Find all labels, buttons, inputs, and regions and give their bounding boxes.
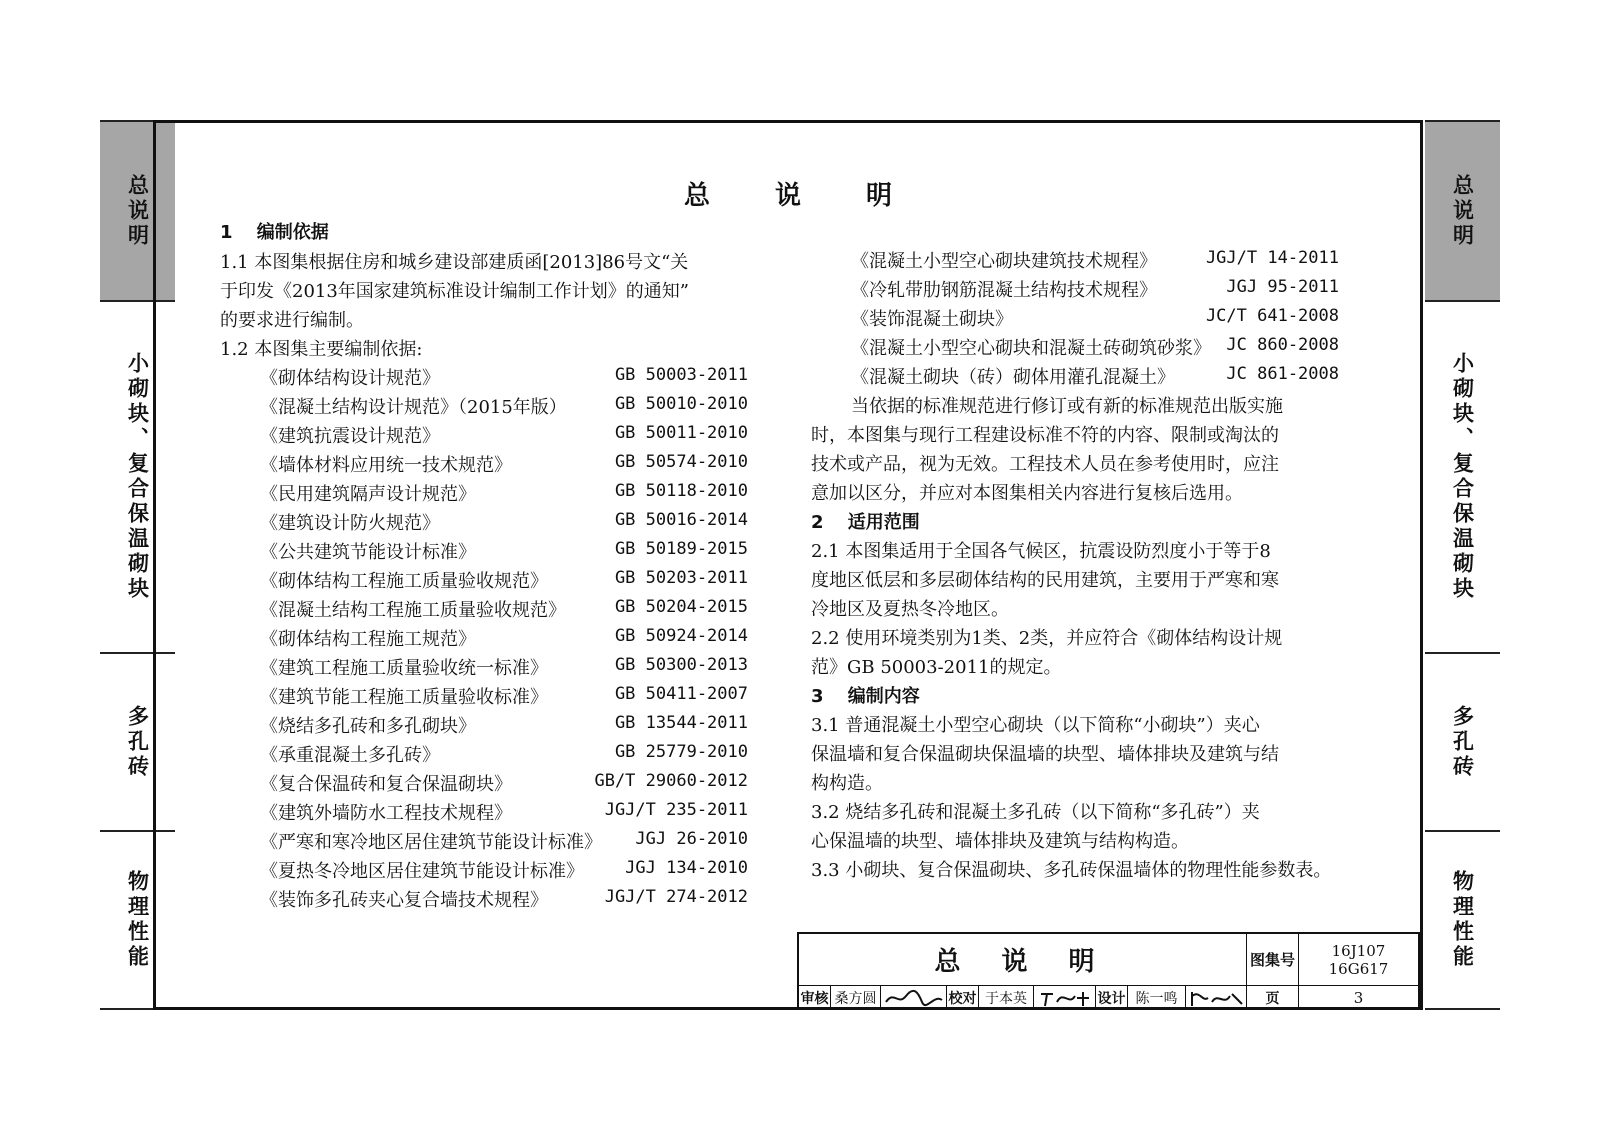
standard-name: 《建筑外墙防水工程技术规程》	[260, 803, 512, 824]
standard-code: GB 50204-2015	[614, 597, 748, 617]
standard-name: 《冷轧带肋钢筋混凝土结构技术规程》	[851, 280, 1157, 301]
paragraph-line: 构构造。	[811, 773, 883, 794]
standard-name: 《夏热冬冷地区居住建筑节能设计标准》	[260, 861, 584, 882]
standard-name: 《民用建筑隔声设计规范》	[260, 484, 476, 505]
atlas-number-label: 图集号	[1247, 934, 1299, 986]
paragraph-line: 技术或产品，视为无效。工程技术人员在参考使用时，应注	[811, 454, 1279, 475]
standard-name: 《混凝土砌块（砖）砌体用灌孔混凝土》	[851, 367, 1175, 388]
check-label: 校对	[947, 986, 979, 1010]
standard-name: 《建筑抗震设计规范》	[260, 426, 440, 447]
side-tab-physical	[1425, 830, 1500, 1010]
paragraph-line: 2.1 本图集适用于全国各气候区，抗震设防烈度小于等于8	[811, 541, 1271, 562]
standard-code: JC/T 641-2008	[1205, 306, 1339, 326]
paragraph-line: 当依据的标准规范进行修订或有新的标准规范出版实施	[851, 396, 1283, 417]
review-label: 审核	[799, 986, 831, 1010]
standard-name: 《混凝土小型空心砌块和混凝土砖砌筑砂浆》	[851, 338, 1211, 359]
standard-code: JGJ/T 14-2011	[1205, 248, 1339, 268]
standard-code: GB 50003-2011	[614, 365, 748, 385]
standard-code: GB 25779-2010	[614, 742, 748, 762]
standard-name: 《严寒和寒冷地区居住建筑节能设计标准》	[260, 832, 602, 853]
paragraph-line: 3.3 小砌块、复合保温砌块、多孔砖保温墙体的物理性能参数表。	[811, 860, 1332, 881]
atlas-number	[1299, 934, 1418, 986]
paragraph-line: 度地区低层和多层砌体结构的民用建筑，主要用于严寒和寒	[811, 570, 1279, 591]
standard-name: 《混凝土结构工程施工质量验收规范》	[260, 600, 566, 621]
standard-code: GB 50574-2010	[614, 452, 748, 472]
paragraph-line: 心保温墙的块型、墙体排块及建筑与结构构造。	[811, 831, 1189, 852]
standard-code: JGJ/T 274-2012	[604, 887, 748, 907]
standard-name: 《承重混凝土多孔砖》	[260, 745, 440, 766]
standard-name: 《混凝土结构设计规范》（2015年版）	[260, 397, 567, 418]
standard-name: 《建筑工程施工质量验收统一标准》	[260, 658, 548, 679]
checker-name: 于本英	[979, 986, 1034, 1010]
side-tab-blocks	[1425, 300, 1500, 652]
paragraph-line: 的要求进行编制。	[220, 310, 364, 331]
standard-code: GB/T 29060-2012	[594, 771, 748, 791]
paragraph-line: 意加以区分，并应对本图集相关内容进行复核后选用。	[811, 483, 1243, 504]
page-label: 页	[1247, 986, 1299, 1010]
standard-code: GB 50189-2015	[614, 539, 748, 559]
design-label: 设计	[1096, 986, 1128, 1010]
standard-name: 《烧结多孔砖和多孔砌块》	[260, 716, 476, 737]
paragraph-line: 于印发《2013年国家建筑标准设计编制工作计划》的通知”	[220, 281, 690, 302]
standard-name: 《装饰多孔砖夹心复合墙技术规程》	[260, 890, 548, 911]
page-title: 总 说 明	[683, 181, 921, 211]
paragraph-line: 冷地区及夏热冬冷地区。	[811, 599, 1009, 620]
section-heading: 3 编制内容	[811, 686, 920, 707]
side-tab-porous-brick	[1425, 652, 1500, 830]
side-tab-label: 总说明	[1450, 173, 1475, 249]
standard-code: JC 860-2008	[1226, 335, 1339, 355]
signature-scribble	[884, 988, 944, 1008]
side-tab-label: 物理性能	[125, 870, 150, 970]
paragraph-line: 保温墙和复合保温砌块保温墙的块型、墙体排块及建筑与结	[811, 744, 1279, 765]
standard-code: GB 50300-2013	[614, 655, 748, 675]
standard-code: JGJ 26-2010	[635, 829, 748, 849]
section-heading: 2 适用范围	[811, 512, 920, 533]
page-number: 3	[1353, 989, 1364, 1007]
standard-name: 《装饰混凝土砌块》	[851, 309, 1013, 330]
standard-name: 《砌体结构设计规范》	[260, 368, 440, 389]
reviewer-signature	[881, 986, 947, 1010]
title-block-title: 总 说 明	[799, 934, 1247, 986]
standard-code: GB 50203-2011	[614, 568, 748, 588]
side-tab-general	[1425, 120, 1500, 300]
standard-name: 《建筑节能工程施工质量验收标准》	[260, 687, 548, 708]
paragraph-line: 1.2 本图集主要编制依据:	[220, 339, 423, 360]
checker-signature	[1034, 986, 1096, 1010]
standard-code: GB 50010-2010	[614, 394, 748, 414]
side-tab-label: 小砌块、复合保温砌块	[1450, 352, 1475, 602]
standard-name: 《公共建筑节能设计标准》	[260, 542, 476, 563]
side-tab-label: 总说明	[125, 173, 150, 249]
standard-code: GB 50016-2014	[614, 510, 748, 530]
paragraph-line: 2.2 使用环境类别为1类、2类，并应符合《砌体结构设计规	[811, 628, 1283, 649]
paragraph-line: 范》GB 50003-2011的规定。	[811, 657, 1062, 678]
section-heading: 1 编制依据	[220, 222, 329, 243]
standard-code: GB 13544-2011	[614, 713, 748, 733]
standard-code: GB 50011-2010	[614, 423, 748, 443]
side-tab-label: 多孔砖	[1450, 704, 1475, 780]
reviewer-name: 桑方圆	[831, 986, 881, 1010]
paragraph-line: 3.2 烧结多孔砖和混凝土多孔砖（以下简称“多孔砖”）夹	[811, 802, 1260, 823]
standard-name: 《建筑设计防火规范》	[260, 513, 440, 534]
designer-signature	[1186, 986, 1247, 1010]
standard-name: 《砌体结构工程施工规范》	[260, 629, 476, 650]
drawing-frame	[153, 120, 1423, 1010]
standard-code: JC 861-2008	[1226, 364, 1339, 384]
side-tab-label: 物理性能	[1450, 870, 1475, 970]
title-block	[797, 932, 1420, 1010]
side-tab-label: 多孔砖	[125, 704, 150, 780]
standard-code: JGJ 95-2011	[1226, 277, 1339, 297]
standard-name: 《砌体结构工程施工质量验收规范》	[260, 571, 548, 592]
paragraph-line: 3.1 普通混凝土小型空心砌块（以下简称“小砌块”）夹心	[811, 715, 1260, 736]
paragraph-line: 1.1 本图集根据住房和城乡建设部建质函[2013]86号文“关	[220, 252, 689, 273]
standard-name: 《墙体材料应用统一技术规范》	[260, 455, 512, 476]
signature-scribble	[1037, 988, 1093, 1008]
signature-scribble	[1188, 988, 1244, 1008]
standard-code: GB 50118-2010	[614, 481, 748, 501]
atlas-number-2: 16G617	[1328, 959, 1389, 978]
paragraph-line: 时，本图集与现行工程建设标准不符的内容、限制或淘汰的	[811, 425, 1279, 446]
side-tab-label: 小砌块、复合保温砌块	[125, 352, 150, 602]
standard-name: 《混凝土小型空心砌块建筑技术规程》	[851, 251, 1157, 272]
standard-code: JGJ/T 235-2011	[604, 800, 748, 820]
designer-name: 陈一鸣	[1128, 986, 1186, 1010]
standard-code: JGJ 134-2010	[625, 858, 748, 878]
atlas-number-1: 16J107	[1331, 941, 1386, 960]
standard-code: GB 50924-2014	[614, 626, 748, 646]
standard-code: GB 50411-2007	[614, 684, 748, 704]
standard-name: 《复合保温砖和复合保温砌块》	[260, 774, 512, 795]
